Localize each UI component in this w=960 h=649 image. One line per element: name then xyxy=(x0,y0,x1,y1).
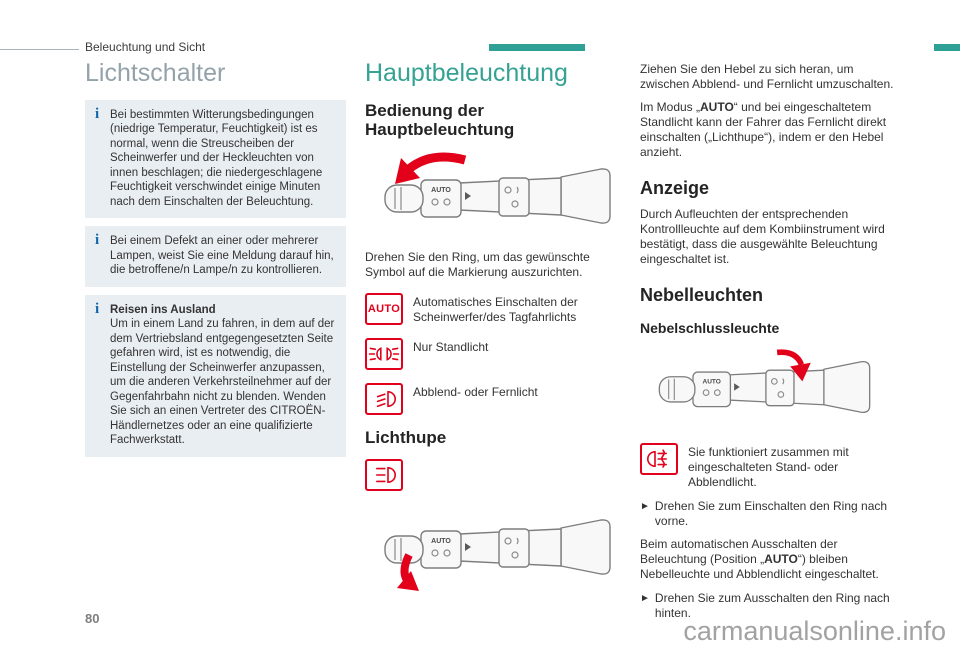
section-title-lichtschalter: Lichtschalter xyxy=(85,59,226,87)
stalk-auto-label: AUTO xyxy=(702,378,721,386)
section-title-anzeige: Anzeige xyxy=(640,178,710,198)
subsection-title-lichthupe: Lichthupe xyxy=(365,427,447,447)
light-mode-row-beam xyxy=(365,383,621,415)
chapter-rule xyxy=(0,49,79,50)
low-high-beam-icon xyxy=(365,383,403,415)
auto-light-icon-label: AUTO xyxy=(367,302,401,315)
anzeige-paragraph: Durch Aufleuchten der entsprechenden Kontrollleuchte auf dem Kombiinstrument wird bestätigt, dass die ausgewählte Beleuchtung eingeschaltet ist. xyxy=(640,207,885,266)
light-mode-text-position: Nur Standlicht xyxy=(413,339,489,354)
rear-fog-text: Sie funktioniert zusammen mit eingeschalteten Stand- oder Abblendlicht. xyxy=(688,445,849,489)
watermark: carmanualsonline.info xyxy=(683,616,946,646)
rear-fog-row xyxy=(640,443,900,490)
info-icon: i xyxy=(95,300,100,317)
info-title-travel-abroad: Reisen ins Ausland xyxy=(110,303,216,316)
headlight-flash-icon xyxy=(365,459,403,491)
info-text-travel-abroad: Um in einem Land zu fahren, in dem auf der dem Vertriebsland entgegengesetzten Seite gefahren wird, ist es notwendig, die Einstellung der Scheinwerfer anzupassen, um die anderen Verkehrsteilnehmer auf der Gegenfahrbahn nicht zu blenden. Wenden Sie sich an einen Vertreter des CITROËN-Händlernetzes oder an eine qualifizierte Fachwerkstatt. xyxy=(110,318,335,446)
info-icon: i xyxy=(95,105,100,122)
info-box-travel-abroad xyxy=(85,295,346,457)
stalk-diagram-flash xyxy=(365,501,615,593)
light-mode-text-auto: Automatisches Einschalten der Scheinwerfer/des Tagfahrlichts xyxy=(413,294,578,324)
subsection-title-bedienung: Bedienung der Hauptbeleuchtung xyxy=(365,100,515,140)
info-box-lamp-defect xyxy=(85,226,346,287)
auto-off-text-bold: AUTO xyxy=(764,552,798,566)
light-mode-text-beam: Abblend- oder Fernlicht xyxy=(413,384,538,399)
instruction-fog-on-text: Drehen Sie zum Einschalten den Ring nach vorne. xyxy=(654,499,888,528)
stalk-auto-label: AUTO xyxy=(431,186,451,194)
auto-off-text-post: “) bleiben Nebelleuchte und Abblendlicht eingeschaltet. xyxy=(640,552,879,581)
light-mode-row-position xyxy=(365,338,621,370)
info-text-lamp-defect: Bei einem Defekt an einer oder mehrerer Lampen, weist Sie eine Meldung darauf hin, die betroffene/n Lampe/n zu kontrollieren. xyxy=(110,235,334,276)
auto-mode-text-bold: AUTO xyxy=(700,100,734,114)
instruction-fog-on xyxy=(640,499,900,529)
section-title-nebelleuchten: Nebelleuchten xyxy=(640,285,764,305)
right-column xyxy=(640,62,900,621)
ring-caption: Drehen Sie den Ring, um das gewünschte Symbol auf die Markierung auszurichten. xyxy=(365,249,590,279)
auto-light-icon xyxy=(365,293,403,325)
position-light-icon xyxy=(365,338,403,370)
accent-bar-middle xyxy=(489,44,585,51)
auto-mode-text-post: “ und bei eingeschaltetem Standlicht kann der Fahrer das Fernlicht direkt einschalten („Lichthupe“), indem er den Hebel anzieht. xyxy=(640,100,887,159)
middle-column xyxy=(365,60,621,593)
pull-lever-paragraph: Ziehen Sie den Hebel zu sich heran, um zwischen Abblend- und Fernlicht umzuschalten. xyxy=(640,62,894,91)
auto-off-paragraph xyxy=(640,537,900,582)
arrow-bullet-icon: ► xyxy=(640,501,650,512)
stalk-diagram-rear-fog xyxy=(640,344,875,430)
info-icon: i xyxy=(95,232,100,248)
stalk-diagram-light-ring xyxy=(365,150,615,242)
stalk-auto-label: AUTO xyxy=(431,538,451,546)
rear-fog-light-icon xyxy=(640,443,678,475)
stalk-body xyxy=(385,520,610,574)
light-mode-row-auto xyxy=(365,293,621,325)
left-column xyxy=(85,60,346,457)
auto-off-text-pre: Beim automatischen Ausschalten der Beleuchtung (Position „ xyxy=(640,537,838,566)
accent-bar-right xyxy=(934,44,960,51)
arrow-bullet-icon: ► xyxy=(640,593,650,604)
auto-mode-text-pre: Im Modus „ xyxy=(640,100,701,114)
stalk-body xyxy=(659,362,869,413)
chapter-label: Beleuchtung und Sicht xyxy=(85,40,206,54)
page-number: 80 xyxy=(85,611,100,626)
auto-mode-paragraph xyxy=(640,100,900,160)
info-text-condensation: Bei bestimmten Witterungsbedingungen (niedrige Temperatur, Feuchtigkeit) ist es normal, wenn die Streuscheiben der Scheinwerfer und der Heckleuchten von innen beschlagen; die niedergeschlagene Feuchtigkeit verschwindet einige Minuten nach dem Einschalten der Beleuchtung. xyxy=(110,108,323,208)
instruction-fog-off-text: Drehen Sie zum Ausschalten den Ring nach hinten. xyxy=(654,591,890,620)
info-box-condensation xyxy=(85,100,346,219)
subsection-title-nebelschlussleuchte: Nebelschlussleuchte xyxy=(640,320,780,336)
section-title-hauptbeleuchtung: Hauptbeleuchtung xyxy=(365,59,568,87)
